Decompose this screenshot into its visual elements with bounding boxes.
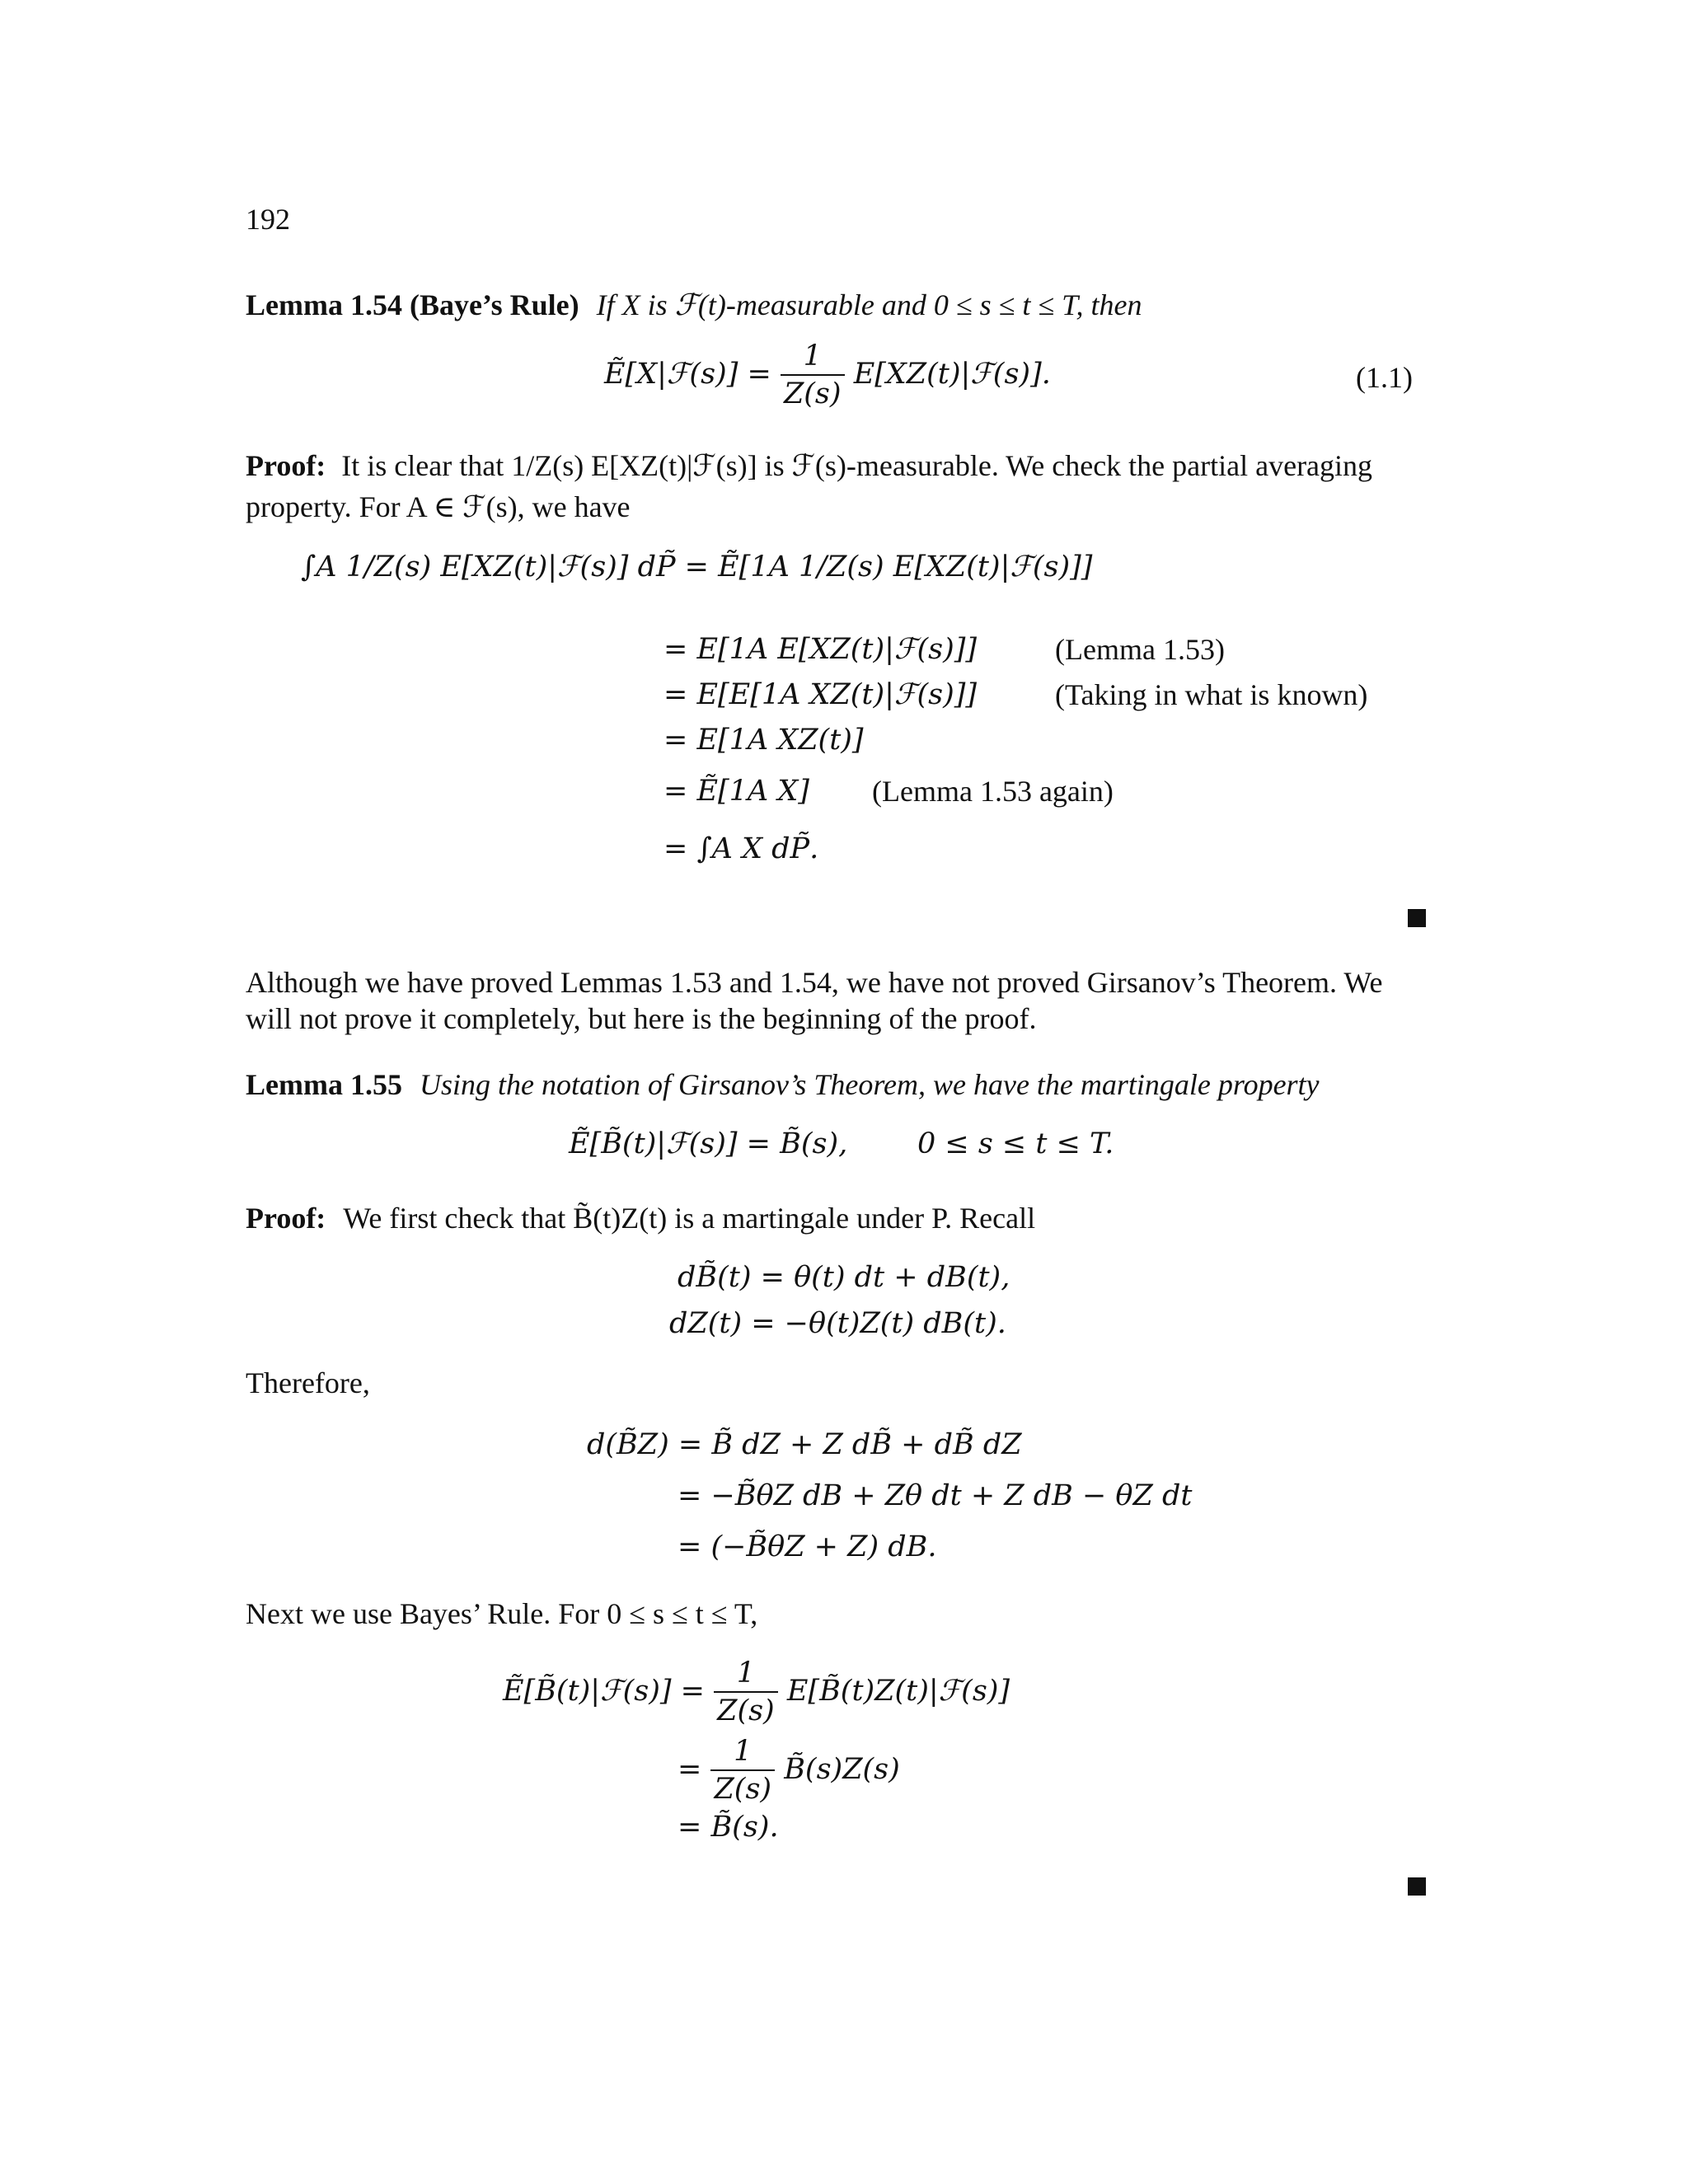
equation-1-1-lhs: Ẽ[X|ℱ(s)] = — [604, 357, 771, 391]
bayes-step-1-lhs: Ẽ[B̃(t)|ℱ(s)] = — [503, 1674, 705, 1708]
proof-154-step-3: = E[E[1A XZ(t)|ℱ(s)]] — [663, 678, 978, 711]
remark-line1: Although we have proved Lemmas 1.53 and 1.54, we have not proved Girsanov’s Theorem. We — [246, 966, 1383, 999]
proof-154-step-6: = ∫A X dP̃. — [663, 832, 819, 865]
fraction-numerator: 1 — [710, 1735, 775, 1771]
lemma-155-equation: Ẽ[B̃(t)|ℱ(s)] = B̃(s), — [569, 1127, 848, 1160]
proof-154-step-2-note: (Lemma 1.53) — [1055, 633, 1225, 666]
bayes-step-2-fraction — [710, 1735, 775, 1807]
fraction-numerator: 1 — [781, 340, 845, 376]
qed-symbol — [1408, 1877, 1426, 1896]
equation-1-1-fraction — [781, 340, 845, 411]
proof-154-intro-line1 — [246, 449, 1426, 483]
product-rule-line1: d(B̃Z) = B̃ dZ + Z dB̃ + dB̃ dZ — [587, 1428, 1022, 1461]
bayes-step-2 — [678, 1735, 900, 1807]
equation-number: (1.1) — [1356, 361, 1413, 394]
fraction-denominator: Z(s) — [717, 1694, 775, 1728]
fraction-denominator: Z(s) — [714, 1773, 772, 1807]
bayes-step-1-rhs: E[B̃(t)Z(t)|ℱ(s)] — [786, 1674, 1010, 1708]
equation-1-1 — [604, 340, 1051, 411]
product-rule-line3: = (−B̃θZ + Z) dB. — [678, 1530, 937, 1563]
lemma-154-statement: If X is ℱ(t)-measurable and 0 ≤ s ≤ t ≤ T, then — [596, 288, 1142, 321]
proof-154-step-4: = E[1A XZ(t)] — [663, 724, 864, 757]
proof-154-step-5-note: (Lemma 1.53 again) — [872, 775, 1114, 808]
proof-154-text-line1: It is clear that 1/Z(s) E[XZ(t)|ℱ(s)] is ℱ(s)-measurable. We check the partial averaging — [341, 449, 1373, 482]
bayes-step-1 — [503, 1657, 1010, 1728]
proof-154-step-3-note: (Taking in what is known) — [1055, 678, 1368, 711]
recall-dZ: dZ(t) = −θ(t)Z(t) dB(t). — [669, 1307, 1006, 1340]
product-rule-line2: = −B̃θZ dB + Zθ dt + Z dB − θZ dt — [678, 1479, 1193, 1512]
proof-label: Proof: — [246, 1202, 326, 1235]
bayes-step-1-fraction — [714, 1657, 778, 1728]
lemma-155-statement: Using the notation of Girsanov’s Theorem, we have the martingale property — [419, 1068, 1320, 1101]
qed-symbol — [1408, 909, 1426, 927]
lemma-154-label: Lemma 1.54 (Baye’s Rule) — [246, 288, 579, 321]
bayes-intro: Next we use Bayes’ Rule. For 0 ≤ s ≤ t ≤ T, — [246, 1597, 758, 1630]
therefore-text: Therefore, — [246, 1366, 370, 1399]
lemma-154-heading — [246, 288, 1142, 322]
proof-154-intro-line2: property. For A ∈ ℱ(s), we have — [246, 490, 631, 523]
equation-1-1-rhs: E[XZ(t)|ℱ(s)]. — [853, 357, 1051, 391]
proof-155-intro-text: We first check that B̃(t)Z(t) is a martingale under P. Recall — [343, 1202, 1036, 1235]
recall-dB-tilde: dB̃(t) = θ(t) dt + dB(t), — [678, 1261, 1010, 1294]
proof-154-step-1: ∫A 1/Z(s) E[XZ(t)|ℱ(s)] dP̃ = Ẽ[1A 1/Z(s) E[XZ(t)|ℱ(s)]] — [301, 551, 1093, 583]
bayes-step-2-rhs: B̃(s)Z(s) — [784, 1752, 900, 1786]
fraction-denominator: Z(s) — [783, 377, 842, 411]
bayes-step-2-lhs: = — [678, 1752, 702, 1786]
proof-154-step-5: = Ẽ[1A X] — [663, 775, 809, 808]
lemma-155-heading — [246, 1068, 1320, 1102]
page-number: 192 — [246, 203, 290, 236]
proof-155-intro — [246, 1202, 1035, 1235]
lemma-155-label: Lemma 1.55 — [246, 1068, 402, 1101]
bayes-step-3: = B̃(s). — [678, 1811, 779, 1844]
fraction-numerator: 1 — [714, 1657, 778, 1693]
proof-154-step-2: = E[1A E[XZ(t)|ℱ(s)]] — [663, 633, 978, 666]
remark-line2: will not prove it completely, but here is the beginning of the proof. — [246, 1002, 1037, 1035]
proof-label: Proof: — [246, 449, 326, 482]
lemma-155-condition: 0 ≤ s ≤ t ≤ T. — [917, 1127, 1114, 1160]
